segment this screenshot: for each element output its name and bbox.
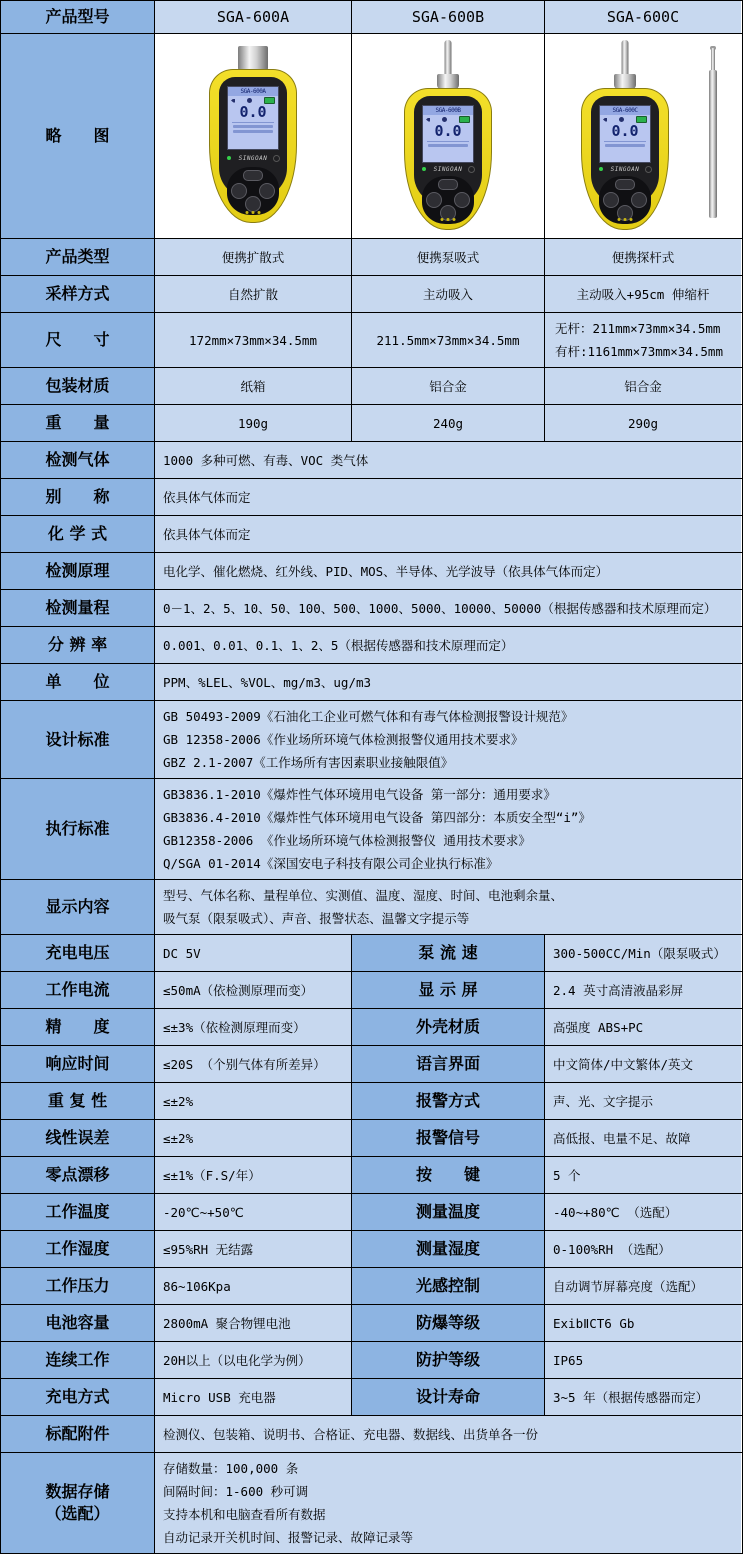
row-value-line: 间隔时间：1-600 秒可调 <box>163 1484 309 1499</box>
spec-row <box>1 1305 742 1342</box>
spec-row <box>1 664 742 701</box>
row-label: 分 辨 率 <box>1 627 155 663</box>
row-value-right: 300-500CC/Min（限泵吸式） <box>545 935 741 971</box>
spec-row <box>1 701 742 779</box>
row-value-line: GB12358-2006 《作业场所环境气体检测报警仪 通用技术要求》 <box>163 833 531 848</box>
speaker-holes <box>618 218 633 221</box>
row-value <box>155 1416 741 1452</box>
spec-row <box>1 516 742 553</box>
row-label-right: 光感控制 <box>352 1268 545 1304</box>
pump-probe <box>622 40 629 76</box>
row-label: 采样方式 <box>1 276 155 312</box>
spec-row <box>1 1194 742 1231</box>
row-value-right: 0-100%RH （选配） <box>545 1231 741 1267</box>
spec-row <box>1 1009 742 1046</box>
speaker-icon <box>603 118 607 122</box>
row-value <box>545 276 741 312</box>
lcd-screen <box>422 105 474 163</box>
spec-row <box>1 239 742 276</box>
sketch-row <box>1 34 742 239</box>
row-value-left: DC 5V <box>155 935 352 971</box>
screen-info-row <box>428 144 468 147</box>
row-value-line: 检测仪、包装箱、说明书、合格证、充电器、数据线、出货单各一份 <box>163 1426 539 1442</box>
row-label: 设计标准 <box>1 701 155 778</box>
row-value <box>155 880 741 934</box>
nav-right-button <box>454 192 470 208</box>
row-value <box>545 405 741 441</box>
telescopic-rod <box>709 46 717 218</box>
row-value-right: 3~5 年（根据传感器而定） <box>545 1379 741 1415</box>
row-label-left: 线性误差 <box>1 1120 155 1156</box>
screen-divider <box>604 141 646 142</box>
spec-row <box>1 880 742 935</box>
row-value-line: 主动吸入 <box>422 286 473 302</box>
status-led <box>227 156 231 160</box>
row-label <box>1 1453 155 1553</box>
row-label-right: 报警信号 <box>352 1120 545 1156</box>
row-label-left: 重 复 性 <box>1 1083 155 1119</box>
spec-row <box>1 1342 742 1379</box>
spec-row <box>1 1231 742 1268</box>
nav-left-button <box>426 192 442 208</box>
row-value-left: 2800mA 聚合物锂电池 <box>155 1305 352 1341</box>
spec-row <box>1 1453 742 1554</box>
nav-right-button <box>631 192 647 208</box>
row-label-right: 防爆等级 <box>352 1305 545 1341</box>
screen-info-row <box>233 130 273 133</box>
spec-row <box>1 442 742 479</box>
row-label-left: 工作压力 <box>1 1268 155 1304</box>
power-icon <box>273 155 280 162</box>
row-value-line: Q/SGA 01-2014《深国安电子科技有限公司企业执行标准》 <box>163 856 499 871</box>
row-label-text: （选配） <box>45 1504 110 1523</box>
row-value <box>155 479 741 515</box>
row-value-right: 声、光、文字提示 <box>545 1083 741 1119</box>
screen-model-label: SGA-600A <box>228 87 278 96</box>
screen-model-label: SGA-600B <box>423 106 473 115</box>
row-value-right: ExibⅡCT6 Gb <box>545 1305 741 1341</box>
row-value <box>155 239 352 275</box>
row-value-right: 高强度 ABS+PC <box>545 1009 741 1045</box>
row-value-line: 172mm×73mm×34.5mm <box>189 332 317 348</box>
spec-row <box>1 479 742 516</box>
row-value-right: 中文简体/中文繁体/英文 <box>545 1046 741 1082</box>
row-value-line: 自然扩散 <box>227 286 278 302</box>
device-body <box>209 69 297 223</box>
row-value-line: 依具体气体而定 <box>163 526 251 542</box>
row-value-line: 吸气泵（限泵吸式）、声音、报警状态、温馨文字提示等 <box>163 911 470 926</box>
device-body <box>581 88 669 230</box>
product-image-sga-600b <box>398 40 498 232</box>
row-label: 化 学 式 <box>1 516 155 552</box>
row-value <box>155 590 741 626</box>
row-label-left: 电池容量 <box>1 1305 155 1341</box>
rod-tip-section <box>711 48 715 72</box>
row-value <box>155 368 352 404</box>
spec-row <box>1 779 742 880</box>
row-value-left: 86~106Kpa <box>155 1268 352 1304</box>
speaker-holes <box>246 211 261 214</box>
row-value-line: 无杆：211mm×73mm×34.5mm <box>555 321 721 336</box>
row-label-right: 显 示 屏 <box>352 972 545 1008</box>
row-label-left: 响应时间 <box>1 1046 155 1082</box>
product-image-sga-600c <box>575 40 675 232</box>
power-icon <box>645 166 652 173</box>
spec-row <box>1 972 742 1009</box>
keypad <box>599 176 651 224</box>
sensor-cap <box>238 46 268 70</box>
row-label-right: 外壳材质 <box>352 1009 545 1045</box>
model-name-sga-600c: SGA-600C <box>545 1 741 33</box>
device-front-panel <box>591 96 659 205</box>
spec-row <box>1 935 742 972</box>
spec-row <box>1 1379 742 1416</box>
device-front-panel <box>414 96 482 205</box>
model-name-sga-600a: SGA-600A <box>155 1 352 33</box>
row-value-right: -40~+80℃ （选配） <box>545 1194 741 1230</box>
screen-divider <box>232 122 274 123</box>
row-label-sketch: 略 图 <box>1 34 155 238</box>
row-value <box>155 313 352 367</box>
row-value <box>545 239 741 275</box>
row-value-left: Micro USB 充电器 <box>155 1379 352 1415</box>
row-value-right: 高低报、电量不足、故障 <box>545 1120 741 1156</box>
row-label-left: 充电方式 <box>1 1379 155 1415</box>
row-label-right: 按 键 <box>352 1157 545 1193</box>
rod-shaft <box>709 70 717 218</box>
status-led <box>422 167 426 171</box>
row-value-right: 自动调节屏幕亮度（选配） <box>545 1268 741 1304</box>
row-value <box>155 1453 741 1553</box>
row-value-left: ≤20S （个别气体有所差异） <box>155 1046 352 1082</box>
row-label-right: 语言界面 <box>352 1046 545 1082</box>
row-value-left: ≤50mA（依检测原理而变） <box>155 972 352 1008</box>
row-label-left: 精 度 <box>1 1009 155 1045</box>
row-label-left: 零点漂移 <box>1 1157 155 1193</box>
gas-reading: 0.0 <box>239 103 267 121</box>
spec-row <box>1 627 742 664</box>
row-value <box>155 516 741 552</box>
spec-rows <box>1 239 742 1554</box>
keypad <box>227 167 279 215</box>
device-body <box>404 88 492 230</box>
gas-reading: 0.0 <box>611 122 639 140</box>
power-icon <box>468 166 475 173</box>
row-value-line: 便携扩散式 <box>221 249 285 265</box>
row-value <box>155 405 352 441</box>
row-value-line: 190g <box>237 415 269 431</box>
row-value-line: GB 50493-2009《石油化工企业可燃气体和有毒气体检测报警设计规范》 <box>163 709 574 724</box>
row-value-line: 自动记录开关机时间、报警记录、故障记录等 <box>163 1530 414 1545</box>
row-value-line: 211.5mm×73mm×34.5mm <box>376 332 520 348</box>
brand-row <box>591 166 659 173</box>
row-value-line: 存储数量：100,000 条 <box>163 1461 299 1476</box>
row-label-left: 工作电流 <box>1 972 155 1008</box>
row-value-left: -20℃~+50℃ <box>155 1194 352 1230</box>
row-label-right: 设计寿命 <box>352 1379 545 1415</box>
probe-collar <box>437 74 459 89</box>
row-value-line: 0.001、0.01、0.1、1、2、5（根据传感器和技术原理而定） <box>163 637 514 653</box>
row-value-line: 有杆:1161mm×73mm×34.5mm <box>555 344 723 359</box>
status-led <box>599 167 603 171</box>
menu-button <box>243 170 263 181</box>
row-label: 标配附件 <box>1 1416 155 1452</box>
menu-button <box>438 179 458 190</box>
row-value-line: GB3836.4-2010《爆炸性气体环境用电气设备 第四部分：本质安全型“i”》 <box>163 810 591 825</box>
spec-row <box>1 1416 742 1453</box>
row-value-line: PPM、%LEL、%VOL、mg/m3、ug/m3 <box>163 674 372 690</box>
row-value-line: 290g <box>627 415 659 431</box>
row-value-line: 主动吸入+95cm 伸缩杆 <box>576 286 710 302</box>
product-image-sga-600a <box>203 40 303 232</box>
row-label-right: 测量湿度 <box>352 1231 545 1267</box>
row-value-line: 240g <box>432 415 464 431</box>
row-value-left: ≤±2% <box>155 1120 352 1156</box>
row-value-right: 2.4 英寸高清液晶彩屏 <box>545 972 741 1008</box>
row-value <box>155 664 741 700</box>
row-value-line: 0－1、2、5、10、50、100、500、1000、5000、10000、50000（根据传感器和技术原理而定） <box>163 600 717 616</box>
row-label: 产品类型 <box>1 239 155 275</box>
product-image-cell-c <box>545 34 741 238</box>
row-label-left: 连续工作 <box>1 1342 155 1378</box>
brand-row <box>219 155 287 162</box>
row-label-right: 防护等级 <box>352 1342 545 1378</box>
spec-row <box>1 405 742 442</box>
row-value-line: 纸箱 <box>240 378 266 394</box>
speaker-icon <box>426 118 430 122</box>
row-value-line: 支持本机和电脑查看所有数据 <box>163 1507 326 1522</box>
row-label: 检测原理 <box>1 553 155 589</box>
row-label-left: 工作温度 <box>1 1194 155 1230</box>
product-image-cell-b <box>352 34 545 238</box>
brand-row <box>414 166 482 173</box>
enter-button <box>245 196 261 212</box>
row-label: 显示内容 <box>1 880 155 934</box>
spec-row <box>1 368 742 405</box>
lcd-screen <box>599 105 651 163</box>
row-label: 包装材质 <box>1 368 155 404</box>
model-name-sga-600b: SGA-600B <box>352 1 545 33</box>
screen-model-label: SGA-600C <box>600 106 650 115</box>
product-image-cell-a <box>155 34 352 238</box>
brand-label: SINGOAN <box>238 155 268 162</box>
row-label: 尺 寸 <box>1 313 155 367</box>
header-row <box>1 1 742 34</box>
row-value-right: IP65 <box>545 1342 741 1378</box>
lcd-screen <box>227 86 279 150</box>
row-value-line: 型号、气体名称、量程单位、实测值、温度、湿度、时间、电池剩余量、 <box>163 888 564 903</box>
speaker-icon <box>231 99 235 103</box>
spec-row <box>1 590 742 627</box>
menu-button <box>615 179 635 190</box>
row-value <box>155 701 741 778</box>
row-value <box>155 276 352 312</box>
row-label: 重 量 <box>1 405 155 441</box>
row-value <box>352 276 545 312</box>
probe-collar <box>614 74 636 89</box>
row-value-left: ≤±3%（依检测原理而变） <box>155 1009 352 1045</box>
row-value-line: 1000 多种可燃、有毒、VOC 类气体 <box>163 452 369 468</box>
row-value-right: 5 个 <box>545 1157 741 1193</box>
row-value <box>155 442 741 478</box>
row-value-line: 便携泵吸式 <box>416 249 480 265</box>
spec-row <box>1 553 742 590</box>
spec-row <box>1 1120 742 1157</box>
row-value <box>352 313 545 367</box>
nav-left-button <box>231 183 247 199</box>
row-value-left: ≤±1%（F.S/年） <box>155 1157 352 1193</box>
row-value <box>155 779 741 879</box>
row-value-left: ≤±2% <box>155 1083 352 1119</box>
row-label-right: 测量温度 <box>352 1194 545 1230</box>
brand-label: SINGOAN <box>610 166 640 173</box>
brand-label: SINGOAN <box>433 166 463 173</box>
row-label: 单 位 <box>1 664 155 700</box>
row-value <box>352 368 545 404</box>
row-value-line: 铝合金 <box>429 378 467 394</box>
spec-row <box>1 1157 742 1194</box>
row-value-left: ≤95%RH 无结露 <box>155 1231 352 1267</box>
row-label: 检测气体 <box>1 442 155 478</box>
row-label-left: 工作湿度 <box>1 1231 155 1267</box>
row-label: 检测量程 <box>1 590 155 626</box>
row-value <box>545 368 741 404</box>
speaker-holes <box>441 218 456 221</box>
row-value-line: 依具体气体而定 <box>163 489 251 505</box>
row-value-line: GB 12358-2006《作业场所环境气体检测报警仪通用技术要求》 <box>163 732 524 747</box>
row-value-line: GBZ 2.1-2007《工作场所有害因素职业接触限值》 <box>163 755 454 770</box>
row-label-text: 数据存储 <box>45 1482 110 1501</box>
screen-divider <box>427 141 469 142</box>
spec-row <box>1 313 742 368</box>
row-value-line: 便携探杆式 <box>611 249 675 265</box>
spec-row <box>1 1083 742 1120</box>
row-value <box>352 405 545 441</box>
row-value <box>545 313 741 367</box>
row-label: 别 称 <box>1 479 155 515</box>
row-value-line: 铝合金 <box>624 378 662 394</box>
row-value <box>352 239 545 275</box>
row-value-line: 电化学、催化燃烧、红外线、PID、MOS、半导体、光学波导（依具体气体而定） <box>163 563 609 579</box>
row-label-product-model: 产品型号 <box>1 1 155 33</box>
row-label: 执行标准 <box>1 779 155 879</box>
spec-row <box>1 1268 742 1305</box>
row-label-right: 报警方式 <box>352 1083 545 1119</box>
spec-row <box>1 1046 742 1083</box>
row-value <box>155 553 741 589</box>
keypad <box>422 176 474 224</box>
nav-left-button <box>603 192 619 208</box>
screen-info-row <box>233 125 273 128</box>
device-front-panel <box>219 77 287 198</box>
nav-right-button <box>259 183 275 199</box>
spec-row <box>1 276 742 313</box>
row-value-left: 20H以上（以电化学为例） <box>155 1342 352 1378</box>
pump-probe <box>445 40 452 76</box>
row-value <box>155 627 741 663</box>
row-label-left: 充电电压 <box>1 935 155 971</box>
gas-reading: 0.0 <box>434 122 462 140</box>
row-label-right: 泵 流 速 <box>352 935 545 971</box>
row-value-line: GB3836.1-2010《爆炸性气体环境用电气设备 第一部分：通用要求》 <box>163 787 556 802</box>
screen-info-row <box>605 144 645 147</box>
